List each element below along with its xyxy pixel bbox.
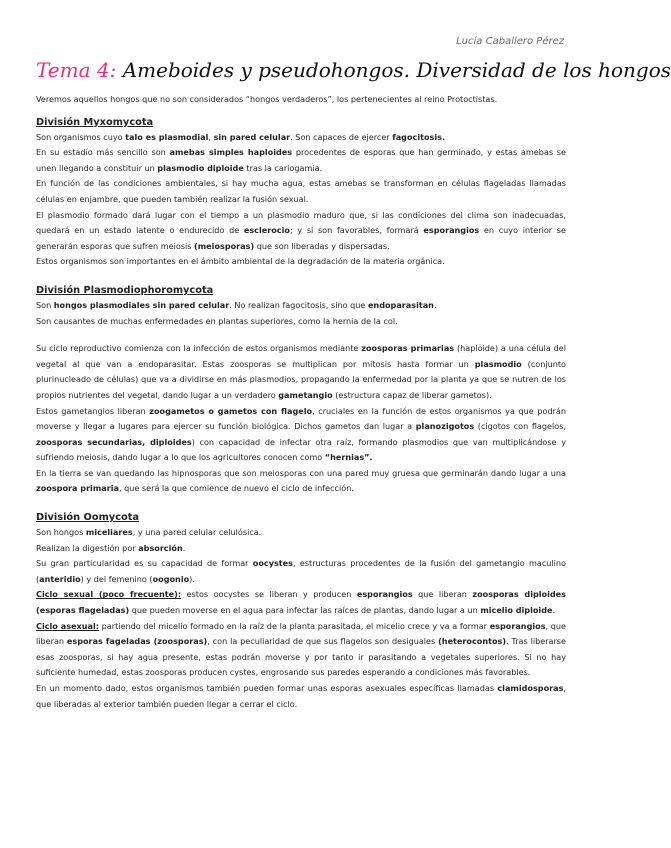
bold-term: micelio diploide [480, 605, 553, 616]
bold-term: sin pared celular [213, 131, 291, 142]
underlined-term: Ciclo sexual (poco frecuente): [36, 589, 182, 600]
bold-term: clamidosporas [497, 683, 564, 693]
author-name: Lucía Caballero Pérez [456, 36, 564, 47]
bold-term: anteridio [39, 573, 81, 584]
bold-term: esporangios [489, 620, 546, 631]
underlined-term: Ciclo asexual: [36, 620, 99, 631]
paragraph: Ciclo asexual: partiendo del micelio formado en la raíz de la planta parasitada, el micelio crece y va a formar esporangios, que liberan esporas fageladas (zoosporas), con la peculiaridad de que sus flagelos son desiguales (heterocontos). Tras liberarse esas zoosporas, si hay agua presente, estas podrán moverse y por tanto ir parasitando a vegetales superiores. Si no hay suficiente humedad, estas zoosporas producen cystes, engrosando sus paredes esperando a condiciones más favorables. [36, 620, 567, 678]
bold-term: zoosporas diploides (esporas flageladas) [36, 589, 566, 616]
bold-term: esporas fageladas (zoosporas) [66, 636, 208, 647]
document-body [36, 92, 566, 726]
paragraph: Realizan la digestión por absorción. [36, 542, 186, 553]
title-text: Ameboides y pseudohongos. Diversidad de los hongos [116, 58, 671, 82]
paragraph: Estos gametangios liberan zoogametos o gametos con flagelo, cruciales en la función de estos organismos ya que podrán moverse y llegar a lugares para ejercer su función biológica. Dichos gametos dan lugar a planozigotos (cigotos con flagelos, zoosporas secundarias, diploides) con capacidad de infectar otra raíz, formando plasmodios que van multiplicándose y sufriendo meiosis, dando lugar a lo que los agricultores conocen como “hernias”. [36, 405, 567, 463]
section-heading: División Oomycota [36, 512, 140, 524]
paragraph-gap [36, 329, 566, 341]
section [36, 511, 566, 712]
paragraph: En la tierra se van quedando las hipnosporas que son meiosporas con una pared muy gruesa que germinarán dando lugar a una zoospora primaria, que será la que comience de nuevo el ciclo de infección. [36, 467, 566, 494]
bold-term: absorción [138, 542, 183, 553]
bold-term: hongos plasmodiales sin pared celular [53, 299, 230, 310]
bold-term: oogonio [152, 573, 190, 584]
paragraph: Son causantes de muchas enfermedades en plantas superiores, como la hernia de la col. [36, 315, 398, 326]
section-heading: División Myxomycota [36, 116, 154, 128]
section [36, 284, 566, 497]
sections-container [36, 116, 566, 713]
bold-term: zoospora primaria [36, 483, 119, 494]
bold-term: esclerocio [243, 225, 290, 236]
page-title [36, 58, 671, 82]
title-topic-number: Tema 4: [36, 58, 117, 82]
bold-term: esporangios [356, 589, 413, 600]
bold-term: zoogametos o gametos con flagelo [149, 405, 313, 416]
bold-term: (heterocontos) [438, 636, 507, 647]
paragraph: En función de las condiciones ambientales, si hay mucha agua, estas amebas se transforman en células flageladas llamadas células en enjambre, que pueden también realizar la fusión sexual. [36, 178, 566, 204]
paragraph: El plasmodio formado dará lugar con el tiempo a un plasmodio maduro que, si las condiciones del clima son inadecuadas, quedará en un estado latente o endurecido de esclerocio; y si son favorables, formará esporangios en cuyo interior se generarán esporas que sufren meiosis (meiosporas) que son liberadas y dispersadas. [36, 209, 566, 251]
section-heading: División Plasmodiophoromycota [36, 284, 214, 296]
bold-term: gametangio [278, 389, 333, 400]
bold-term: oocystes [252, 558, 293, 569]
bold-term: zoosporas primarias [361, 343, 455, 354]
bold-term: fagocitosis. [392, 131, 446, 142]
bold-term: esporangios [423, 225, 480, 236]
bold-term: talo es plasmodial [125, 131, 209, 142]
bold-term: planozigotos [415, 421, 475, 432]
bold-term: plasmodio diploide [157, 162, 244, 173]
paragraph: Son hongos miceliares, y una pared celular celulósica. [36, 527, 262, 538]
bold-term: plasmodio [474, 358, 522, 369]
bold-term: amebas simples haploides [169, 147, 293, 158]
paragraph: En su estadío más sencillo son amebas simples haploides procedentes de esporas que han germinado, y estas amebas se unen llegando a constituir un plasmodio diploide tras la cariogamia. [36, 147, 566, 173]
section [36, 116, 566, 270]
intro-paragraph: Veremos aquellos hongos que no son considerados “hongos verdaderos”, los pertenecientes al reino Protoctistas. [36, 94, 498, 104]
bold-term: zoosporas secundarias, diploides [36, 436, 192, 447]
paragraph: Son organismos cuyo talo es plasmodial, sin pared celular. Son capaces de ejercer fagocitosis. [36, 131, 446, 142]
paragraph: Su ciclo reproductivo comienza con la infección de estos organismos mediante zoosporas primarias (haploide) a una célula del vegetal al que van a endoparasitar. Estas zoosporas se multiplican por mitosis hasta formar un plasmodio (conjunto plurinucleado de células) que va a dividirse en más plasmodios, propagando la enfermedad por la planta ya que se nutren de los propios nutrientes del vegetal, dando lugar a un verdadero gametangio (estructura capaz de liberar gametos). [36, 343, 567, 400]
bold-term: “hernias”. [324, 452, 373, 463]
bold-term: endoparasitan [367, 299, 434, 310]
paragraph: En un momento dado, estos organismos también pueden formar unas esporas asexuales específicas llamadas clamidosporas, que liberadas al exterior también pueden llegar a cerrar el ciclo. [36, 683, 566, 709]
paragraph: Estos organismos son importantes en el ámbito ambiental de la degradación de la materia orgánica. [36, 256, 445, 267]
bold-term: miceliares [85, 527, 133, 538]
paragraph: Su gran particularidad es su capacidad de formar oocystes, estructuras procedentes de la fusión del gametangio maculino (anteridio) y del femenino (oogonio). [36, 558, 566, 584]
paragraph: Ciclo sexual (poco frecuente): estos oocystes se liberan y producen esporangios que liberan zoosporas diploides (esporas flageladas) que pueden moverse en el agua para infectar las raíces de plantas, dando lugar a un micelio diploide. [36, 589, 566, 616]
paragraph: Son hongos plasmodiales sin pared celular. No realizan fagocitosis, sino que endoparasitan. [36, 299, 437, 310]
bold-term: (meiosporas) [194, 240, 255, 251]
